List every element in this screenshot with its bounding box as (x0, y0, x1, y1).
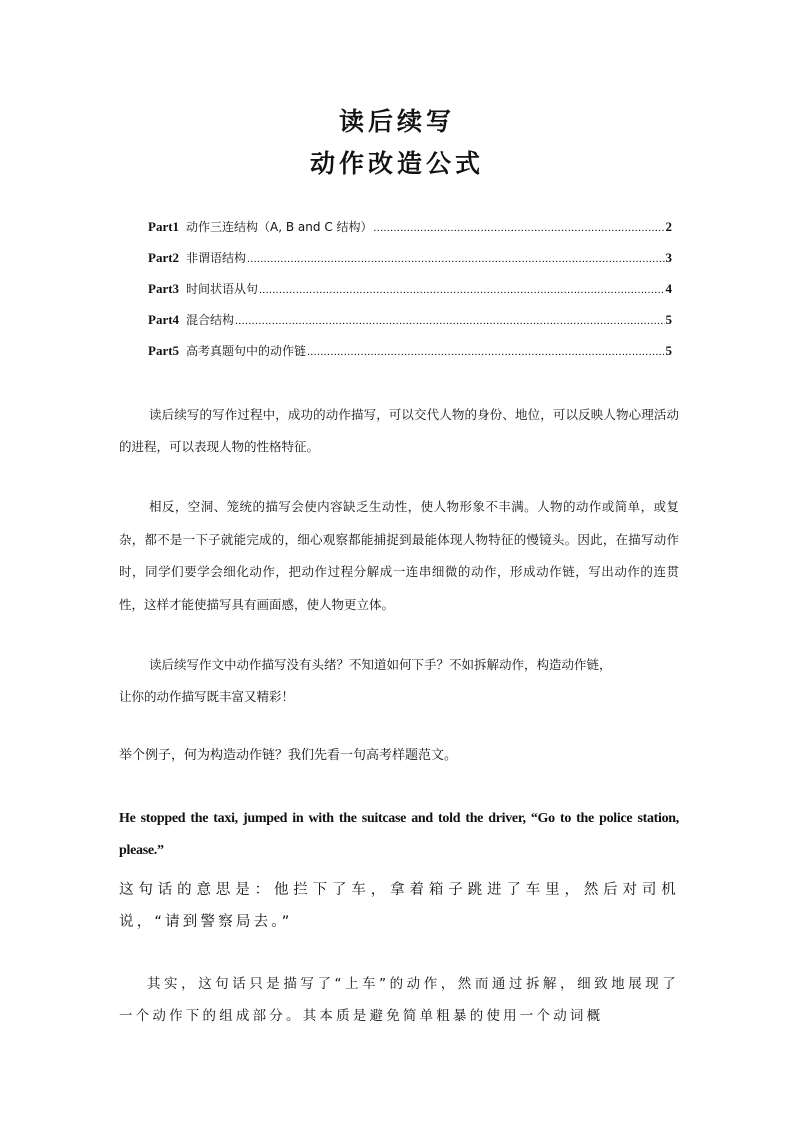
toc-part-label: Part5 (148, 343, 180, 358)
question-line-1: 读后续写作文中动作描写没有头绪？不知道如何下手？不如拆解动作，构造动作链， (149, 657, 612, 672)
toc-page-number: 4 (665, 281, 672, 296)
table-of-contents (148, 218, 672, 373)
toc-page-number: 5 (665, 312, 672, 327)
document-title: 读后续写 (338, 107, 455, 136)
toc-entry-title: 动作三连结构（A, B and C 结构） (186, 220, 373, 234)
intro-paragraph: 读后续写的写作过程中，成功的动作描写，可以交代人物的身份、地位，可以反映人物心理活动的进程，可以表现人物的性格特征。 (119, 407, 679, 454)
question-paragraph (119, 649, 679, 713)
example-translation: 这句话的意思是：他拦下了车，拿着箱子跳进了车里，然后对司机说，“请到警察局去。” (119, 882, 679, 930)
toc-entry-title: 混合结构 (186, 313, 235, 327)
toc-entry-part4[interactable] (148, 311, 672, 342)
toc-entry-title: 非谓语结构 (186, 251, 247, 265)
toc-part-label: Part1 (148, 219, 180, 234)
toc-leader-dots (235, 315, 664, 327)
contrast-paragraph: 相反，空洞、笼统的描写会使内容缺乏生动性，使人物形象不丰满。人物的动作或简单，或复杂，都不是一下子就能完成的，细心观察都能捕捉到最能体现人物特征的慢镜头。因此，在描写动作时，同学们要学会细化动作，把动作过程分解成一连串细微的动作，形成动作链，写出动作的连贯性，这样才能使描写具有画面感，使人物更立体。 (119, 499, 679, 612)
example-intro-paragraph: 举个例子，何为构造动作链？我们先看一句高考样题范文。 (119, 748, 458, 763)
toc-page-number: 5 (665, 343, 672, 358)
toc-entry-part3[interactable] (148, 280, 672, 311)
toc-entry-title: 时间状语从句 (186, 282, 259, 296)
question-line-2: 让你的动作描写既丰富又精彩！ (119, 689, 295, 704)
analysis-paragraph: 其实，这句话只是描写了“上车”的动作，然而通过拆解，细致地展现了一个动作下的组成部分。其本质是避免简单粗暴的使用一个动词概 (119, 976, 679, 1024)
toc-page-number: 2 (665, 219, 672, 234)
toc-leader-dots (374, 222, 665, 234)
toc-leader-dots (259, 284, 664, 296)
toc-entry-part1[interactable] (148, 218, 672, 249)
toc-entry-title: 高考真题句中的动作链 (186, 344, 307, 358)
document-subtitle: 动作改造公式 (309, 149, 484, 178)
toc-entry-part5[interactable] (148, 342, 672, 373)
toc-leader-dots (247, 253, 664, 265)
toc-part-label: Part2 (148, 250, 180, 265)
toc-part-label: Part3 (148, 281, 180, 296)
toc-page-number: 3 (665, 250, 672, 265)
example-sentence: He stopped the taxi, jumped in with the suitcase and told the driver, “Go to the police station, please.” (119, 811, 679, 858)
toc-entry-part2[interactable] (148, 249, 672, 280)
toc-leader-dots (307, 346, 664, 358)
toc-part-label: Part4 (148, 312, 180, 327)
